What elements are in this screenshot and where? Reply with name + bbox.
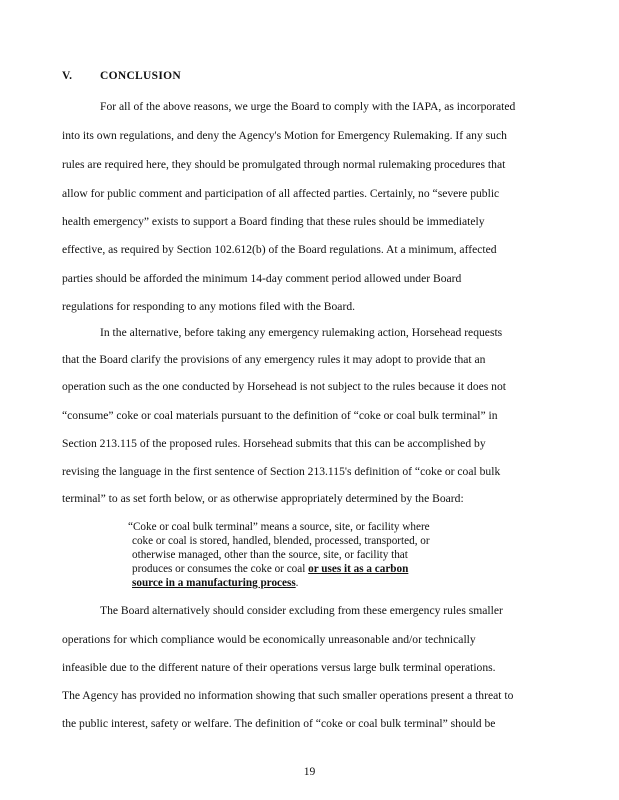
quote-line [132, 563, 408, 576]
paragraph-line: revising the language in the first sentence of Section 213.115's definition of “coke or coal bulk [62, 465, 501, 478]
inserted-text: or uses it as a carbon [308, 563, 409, 575]
paragraph-line: Section 213.115 of the proposed rules. Horsehead submits that this can be accomplished by [62, 437, 486, 450]
paragraph-line: into its own regulations, and deny the Agency's Motion for Emergency Rulemaking. If any such [62, 129, 507, 142]
paragraph-line: “consume” coke or coal materials pursuant to the definition of “coke or coal bulk terminal” in [62, 409, 498, 422]
quote-punctuation: . [295, 577, 299, 589]
paragraph-line: For all of the above reasons, we urge the Board to comply with the IAPA, as incorporated [100, 100, 516, 113]
paragraph-line: operation such as the one conducted by Horsehead is not subject to the rules because it does not [62, 380, 506, 393]
section-title: CONCLUSION [100, 70, 181, 82]
quote-line: otherwise managed, other than the source, site, or facility that [132, 549, 408, 561]
paragraph-line: the public interest, safety or welfare. The definition of “coke or coal bulk terminal” should be [62, 717, 496, 730]
section-number: V. [62, 70, 73, 82]
paragraph-line: The Board alternatively should consider excluding from these emergency rules smaller [100, 604, 503, 617]
page-number: 19 [303, 765, 316, 778]
paragraph-line: In the alternative, before taking any emergency rulemaking action, Horsehead requests [100, 326, 503, 339]
quote-line: “Coke or coal bulk terminal” means a source, site, or facility where [128, 521, 430, 533]
paragraph-line: The Agency has provided no information showing that such smaller operations present a threat to [62, 689, 514, 702]
paragraph-line: that the Board clarify the provisions of any emergency rules it may adopt to provide that an [62, 353, 486, 366]
section-heading [62, 70, 181, 82]
paragraph-line: rules are required here, they should be promulgated through normal rulemaking procedures that [62, 158, 506, 171]
paragraph-line: infeasible due to the different nature of their operations versus large bulk terminal operations. [62, 661, 496, 674]
paragraph-line: parties should be afforded the minimum 14-day comment period allowed under Board [62, 272, 462, 285]
paragraph-line: operations for which compliance would be economically unreasonable and/or technically [62, 633, 476, 646]
paragraph-line: effective, as required by Section 102.612(b) of the Board regulations. At a minimum, affected [62, 243, 497, 256]
paragraph-line: terminal” to as set forth below, or as otherwise appropriately determined by the Board: [62, 492, 464, 505]
paragraph-line: allow for public comment and participation of all affected parties. Certainly, no “severe public [62, 187, 500, 200]
quote-line: coke or coal is stored, handled, blended, processed, transported, or [132, 535, 430, 547]
paragraph-line: health emergency” exists to support a Board finding that these rules should be immediately [62, 215, 485, 228]
inserted-text: source in a manufacturing process [132, 577, 296, 589]
quote-text: produces or consumes the coke or coal [132, 563, 309, 575]
paragraph-line: regulations for responding to any motions filed with the Board. [62, 300, 356, 313]
quote-line [132, 577, 298, 590]
